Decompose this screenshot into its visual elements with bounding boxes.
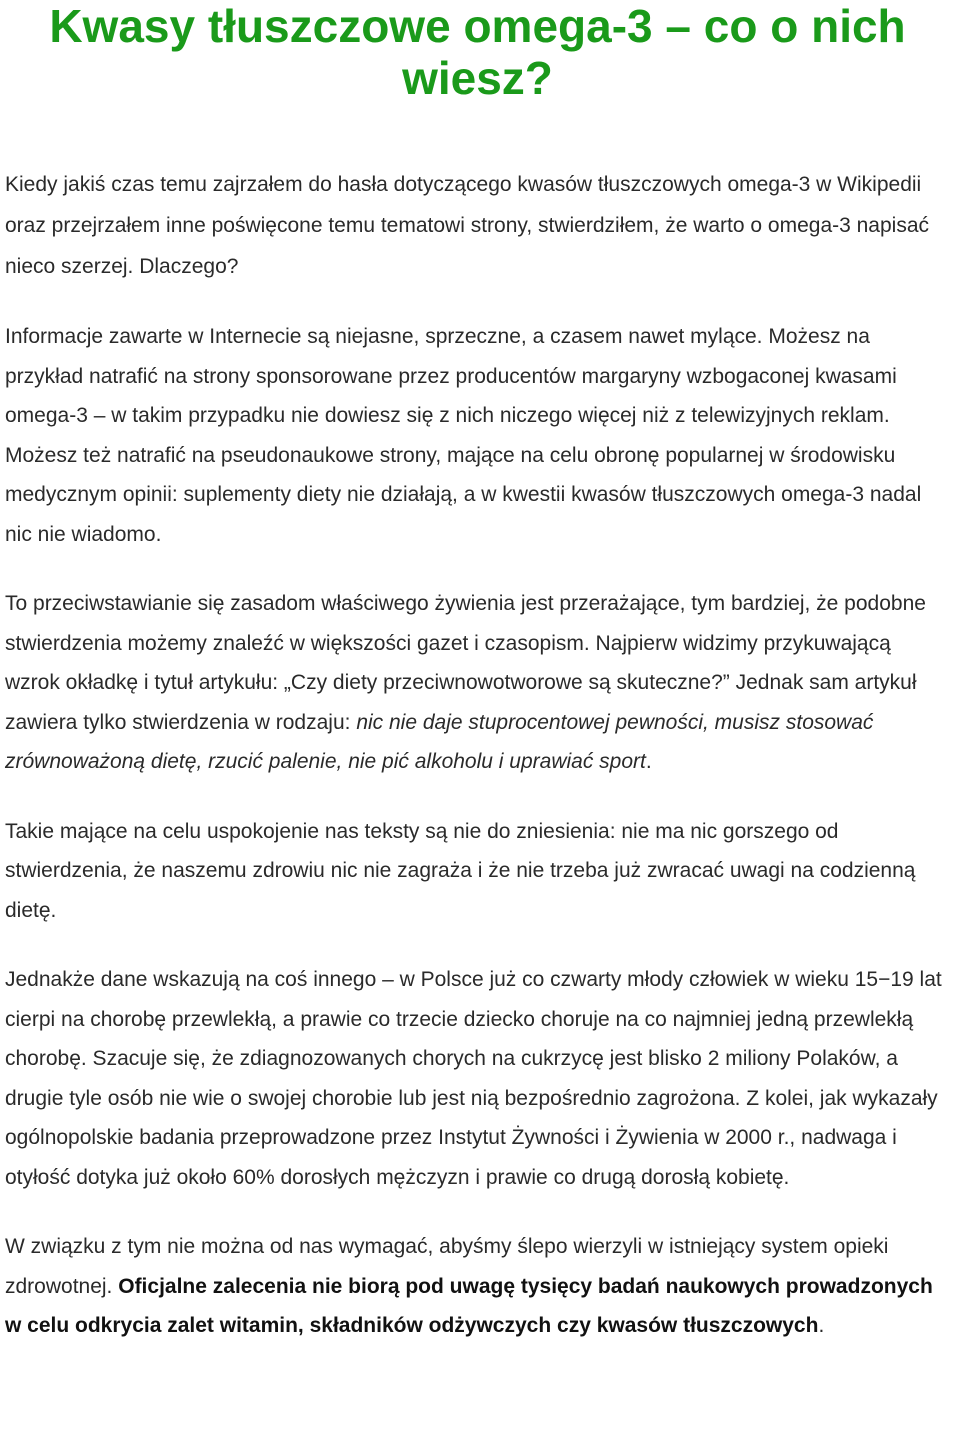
paragraph-3: Takie mające na celu uspokojenie nas teksty są nie do zniesienia: nie ma nic gorszego od stwierdzenia, że naszemu zdrowiu nic nie zagraża i że nie trzeba już zwracać uwagi na codzienną dietę.	[5, 819, 916, 922]
paragraph-5-end: .	[818, 1314, 825, 1337]
article-title: Kwasy tłuszczowe omega-3 – co o nich wiesz?	[49, 0, 906, 104]
paragraph-2-text: To przeciwstawianie się zasadom właściwego żywienia jest przerażające, tym bardziej, że podobne stwierdzenia możemy znaleźć w większości gazet i czasopism. Najpierw widzimy przykuwającą wzrok okładkę i tytuł artykułu: „Czy diety przeciwnowotworowe są skuteczne?” Jednak sam artykuł zawiera tylko stwierdzenia w rodzaju:	[5, 592, 926, 734]
paragraph-2-end: .	[645, 750, 652, 773]
paragraph-5	[5, 1227, 950, 1346]
paragraph-4: Jednakże dane wskazują na coś innego – w Polsce już co czwarty młody człowiek w wieku 15−19 lat cierpi na chorobę przewlekłą, a prawie co trzecie dziecko choruje na co najmniej jedną przewlekłą chorobę. Szacuje się, że zdiagnozowanych chorych na cukrzycę jest blisko 2 miliony Polaków, a drugie tyle osób nie wie o swojej chorobie lub jest nią bezpośrednio zagrożona. Z kolei, jak wykazały ogólnopolskie badania przeprowadzone przez Instytut Żywności i Żywienia w 2000 r., nadwaga i otyłość dotyka już około 60% dorosłych mężczyzn i prawie co drugą dorosłą kobietę.	[5, 968, 942, 1189]
paragraph-5-bold-statement: Oficjalne zalecenia nie biorą pod uwagę tysięcy badań naukowych prowadzonych w celu odkrycia zalet witamin, składników odżywczych czy kwasów tłuszczowych	[5, 1274, 933, 1337]
paragraph-5-text: W związku z tym nie można od nas wymagać, abyśmy ślepo wierzyli w istniejący system opieki zdrowotnej.	[5, 1235, 889, 1298]
paragraph-2	[5, 584, 950, 782]
paragraph-2-italic-quote: nic nie daje stuprocentowej pewności, musisz stosować zrównoważoną dietę, rzucić palenie, nie pić alkoholu i uprawiać sport	[5, 710, 874, 773]
intro-paragraph: Kiedy jakiś czas temu zajrzałem do hasła dotyczącego kwasów tłuszczowych omega-3 w Wikipedii oraz przejrzałem inne poświęcone temu tematowi strony, stwierdziłem, że warto o omega-3 napisać nieco szerzej. Dlaczego?	[5, 173, 930, 278]
paragraph-1: Informacje zawarte w Internecie są niejasne, sprzeczne, a czasem nawet mylące. Możesz na przykład natrafić na strony sponsorowane przez producentów margaryny wzbogaconej kwasami omega-3 – w takim przypadku nie dowiesz się z nich niczego więcej niż z telewizyjnych reklam. Możesz też natrafić na pseudonaukowe strony, mające na celu obronę popularnej w środowisku medycznym opinii: suplementy diety nie działają, a w kwestii kwasów tłuszczowych omega-3 nadal nic nie wiadomo.	[5, 325, 922, 546]
